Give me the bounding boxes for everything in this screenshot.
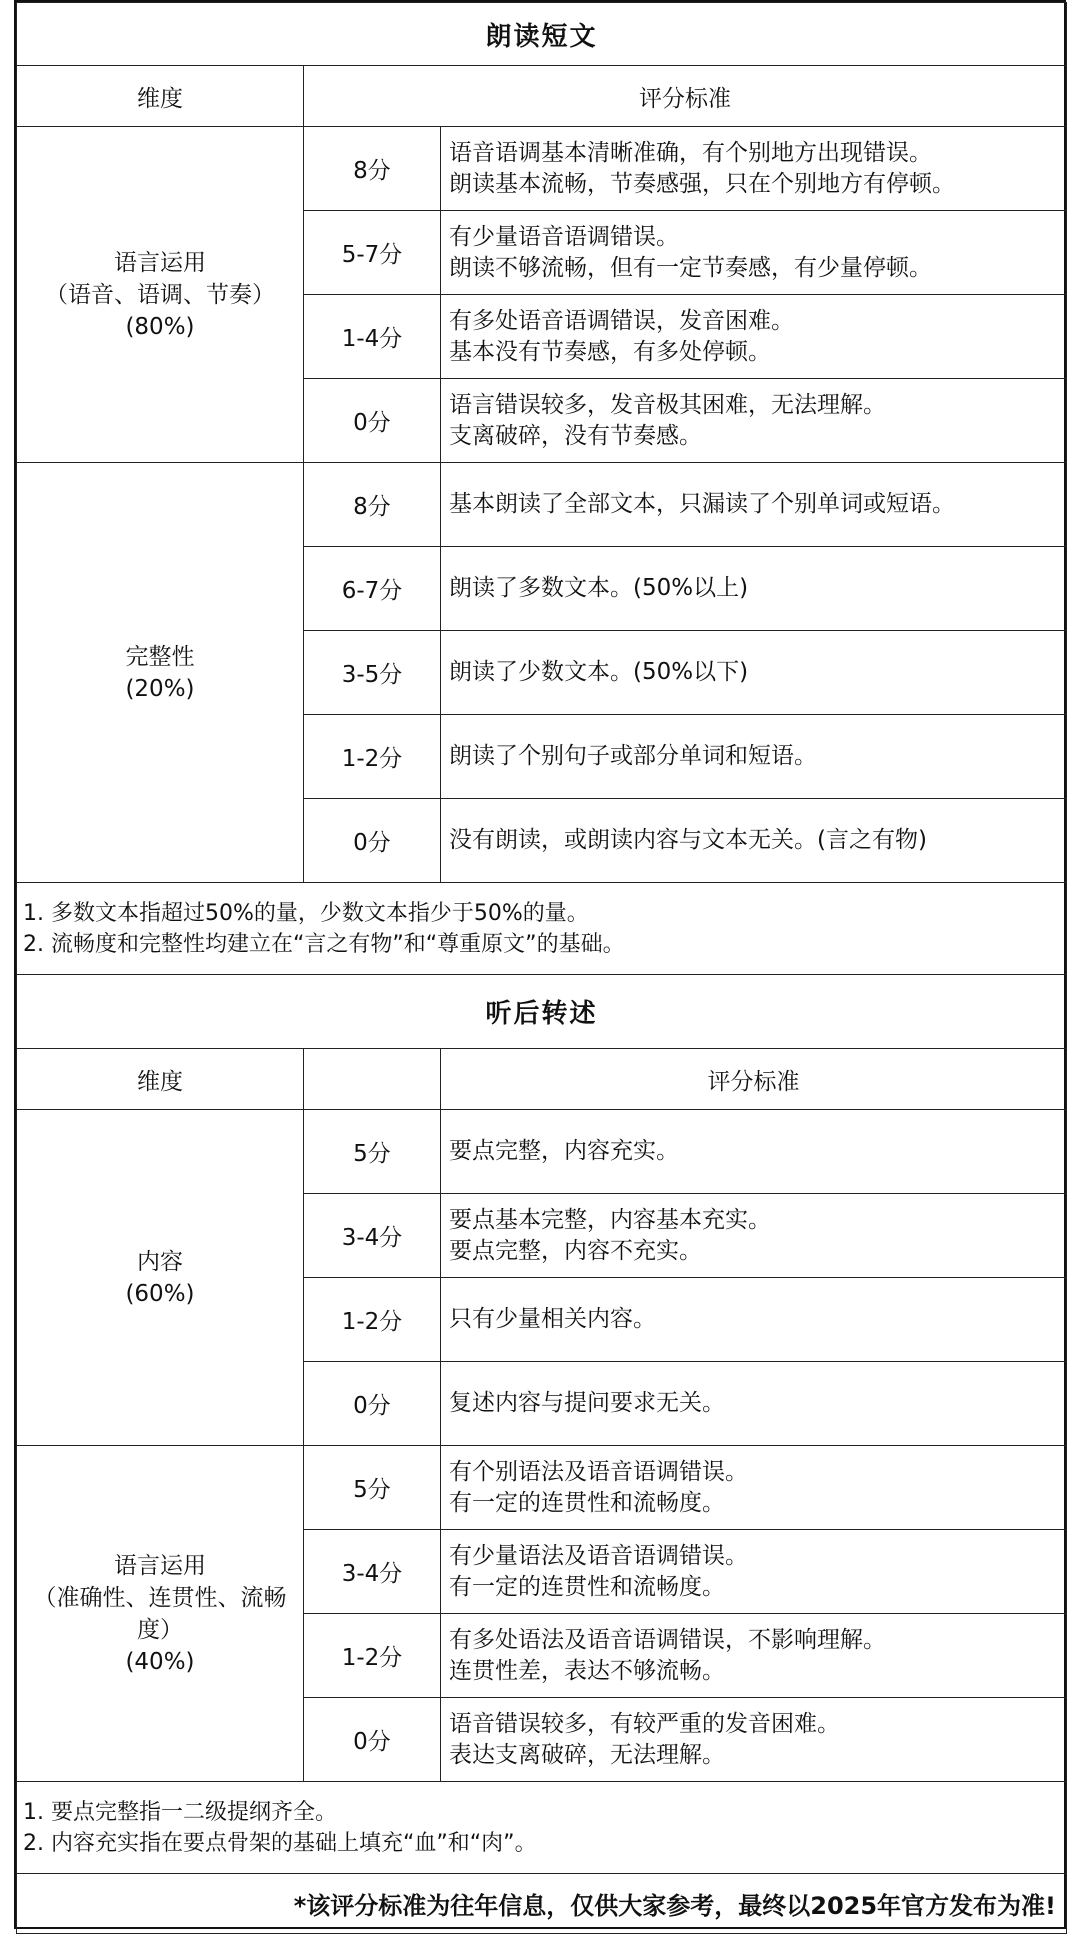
score-cell: 5分 xyxy=(304,1110,441,1194)
table-row xyxy=(17,463,1067,547)
section2-title: 听后转述 xyxy=(17,975,1067,1049)
section2-title-row xyxy=(17,975,1067,1049)
description-cell xyxy=(441,463,1067,547)
score-cell: 0分 xyxy=(304,1362,441,1446)
description-line: 要点完整，内容不充实。 xyxy=(449,1237,702,1264)
footer-row xyxy=(17,1874,1067,1934)
description-line: 基本没有节奏感，有多处停顿。 xyxy=(449,338,771,365)
dimension-weight: (40%) xyxy=(125,1648,195,1675)
note-line: 2. 流畅度和完整性均建立在“言之有物”和“尊重原文”的基础。 xyxy=(23,931,625,957)
description-cell xyxy=(441,1110,1067,1194)
section2-notes-row xyxy=(17,1782,1067,1874)
description-cell xyxy=(441,127,1067,211)
dimension-name: 语言运用 xyxy=(114,249,206,276)
section1-title: 朗读短文 xyxy=(17,3,1067,66)
score-cell: 0分 xyxy=(304,1698,441,1782)
description-line: 只有少量相关内容。 xyxy=(449,1306,656,1332)
description-line: 朗读了个别句子或部分单词和短语。 xyxy=(449,743,817,769)
score-cell: 0分 xyxy=(304,799,441,883)
table-row xyxy=(17,127,1067,211)
note-line: 2. 内容充实指在要点骨架的基础上填充“血”和“肉”。 xyxy=(23,1830,537,1856)
score-cell: 8分 xyxy=(304,127,441,211)
score-cell: 3-4分 xyxy=(304,1194,441,1278)
dimension-sub: （准确性、连贯性、流畅度） xyxy=(33,1584,287,1643)
description-line: 语言错误较多，发音极其困难，无法理解。 xyxy=(449,391,886,418)
score-cell: 3-4分 xyxy=(304,1530,441,1614)
description-line: 支离破碎，没有节奏感。 xyxy=(449,422,702,449)
description-line: 复述内容与提问要求无关。 xyxy=(449,1390,725,1416)
description-line: 朗读了多数文本。(50%以上) xyxy=(449,575,749,601)
score-cell: 1-2分 xyxy=(304,1614,441,1698)
note-line: 1. 要点完整指一二级提纲齐全。 xyxy=(23,1799,337,1825)
score-cell: 3-5分 xyxy=(304,631,441,715)
description-line: 语音语调基本清晰准确，有个别地方出现错误。 xyxy=(449,139,932,166)
description-cell xyxy=(441,631,1067,715)
description-cell xyxy=(441,295,1067,379)
dimension-name: 语言运用 xyxy=(114,1552,206,1579)
description-line: 朗读基本流畅，节奏感强，只在个别地方有停顿。 xyxy=(449,170,955,197)
description-line: 基本朗读了全部文本，只漏读了个别单词或短语。 xyxy=(449,491,955,517)
description-line: 有多处语音语调错误，发音困难。 xyxy=(449,307,794,334)
section2-dimension-header: 维度 xyxy=(17,1049,304,1110)
description-line: 有少量语音语调错误。 xyxy=(449,223,679,250)
description-line: 表达支离破碎，无法理解。 xyxy=(449,1741,725,1768)
description-cell xyxy=(441,547,1067,631)
dimension-name: 完整性 xyxy=(125,643,195,670)
score-cell: 1-2分 xyxy=(304,715,441,799)
description-cell xyxy=(441,1530,1067,1614)
section1-standard-header: 评分标准 xyxy=(304,66,1067,127)
score-cell: 1-4分 xyxy=(304,295,441,379)
description-line: 有一定的连贯性和流畅度。 xyxy=(449,1573,725,1600)
score-cell: 1-2分 xyxy=(304,1278,441,1362)
description-line: 朗读不够流畅，但有一定节奏感，有少量停顿。 xyxy=(449,254,932,281)
description-cell xyxy=(441,379,1067,463)
section2-standard-header: 评分标准 xyxy=(441,1049,1067,1110)
dimension-cell xyxy=(17,1446,304,1782)
description-cell xyxy=(441,715,1067,799)
description-line: 有多处语法及语音语调错误，不影响理解。 xyxy=(449,1626,886,1653)
table-row xyxy=(17,1446,1067,1530)
description-line: 有个别语法及语音语调错误。 xyxy=(449,1458,748,1485)
section2-header-row xyxy=(17,1049,1067,1110)
dimension-cell xyxy=(17,1110,304,1446)
description-line: 有少量语法及语音语调错误。 xyxy=(449,1542,748,1569)
description-cell xyxy=(441,1278,1067,1362)
table-row xyxy=(17,1110,1067,1194)
footer-disclaimer: *该评分标准为往年信息，仅供大家参考，最终以2025年官方发布为准! xyxy=(17,1874,1067,1934)
score-cell: 5-7分 xyxy=(304,211,441,295)
description-line: 没有朗读，或朗读内容与文本无关。(言之有物) xyxy=(449,827,927,853)
score-cell: 6-7分 xyxy=(304,547,441,631)
description-line: 要点基本完整，内容基本充实。 xyxy=(449,1206,771,1233)
section1-notes xyxy=(17,883,1067,975)
section2-empty-header xyxy=(304,1049,441,1110)
section1-header-row xyxy=(17,66,1067,127)
dimension-cell xyxy=(17,463,304,883)
section1-notes-row xyxy=(17,883,1067,975)
description-line: 连贯性差，表达不够流畅。 xyxy=(449,1657,725,1684)
dimension-sub: （语音、语调、节奏） xyxy=(45,281,275,308)
description-cell xyxy=(441,1698,1067,1782)
section1-dimension-header: 维度 xyxy=(17,66,304,127)
description-line: 朗读了少数文本。(50%以下) xyxy=(449,659,749,685)
dimension-weight: (80%) xyxy=(125,313,195,340)
score-cell: 5分 xyxy=(304,1446,441,1530)
dimension-weight: (60%) xyxy=(125,1280,195,1307)
section2-notes xyxy=(17,1782,1067,1874)
section1-title-row xyxy=(17,3,1067,66)
score-cell: 8分 xyxy=(304,463,441,547)
description-line: 语音错误较多，有较严重的发音困难。 xyxy=(449,1710,840,1737)
scoring-table xyxy=(16,2,1067,1934)
dimension-cell xyxy=(17,127,304,463)
note-line: 1. 多数文本指超过50%的量，少数文本指少于50%的量。 xyxy=(23,900,589,926)
description-cell xyxy=(441,1194,1067,1278)
dimension-weight: (20%) xyxy=(125,675,195,702)
description-cell xyxy=(441,1614,1067,1698)
score-cell: 0分 xyxy=(304,379,441,463)
description-cell xyxy=(441,1446,1067,1530)
description-line: 有一定的连贯性和流畅度。 xyxy=(449,1489,725,1516)
description-line: 要点完整，内容充实。 xyxy=(449,1138,679,1164)
scoring-sheet xyxy=(14,0,1066,1929)
description-cell xyxy=(441,211,1067,295)
dimension-name: 内容 xyxy=(137,1248,183,1275)
description-cell xyxy=(441,1362,1067,1446)
description-cell xyxy=(441,799,1067,883)
